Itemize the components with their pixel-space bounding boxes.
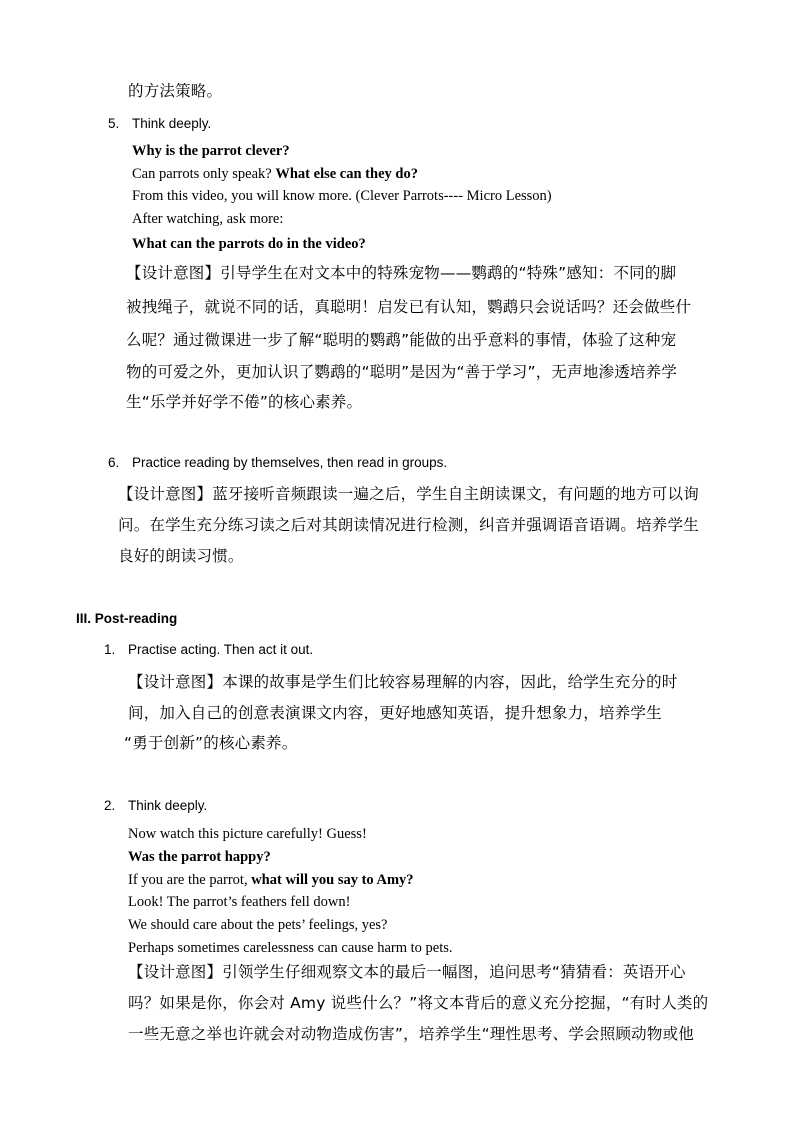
question-parrot-happy: Was the parrot happy?	[128, 849, 271, 865]
question-why-clever: Why is the parrot clever?	[132, 143, 290, 159]
continuation-text: 的方法策略。	[128, 82, 223, 100]
care-feelings-line: We should care about the pets’ feelings, yes?	[128, 917, 388, 933]
item-number-5: 5.	[108, 116, 120, 131]
watch-picture-line: Now watch this picture carefully! Guess!	[128, 826, 367, 842]
post-item-title-2: Think deeply.	[128, 798, 208, 813]
question-say-to-amy-part1: If you are the parrot,	[128, 872, 252, 888]
carelessness-line: Perhaps sometimes carelessness can cause harm to pets.	[128, 940, 453, 956]
design-intent-5-line4: 物的可爱之外，更加认识了鹦鹉的“聪明”是因为“善于学习”，无声地渗透培养学	[126, 363, 678, 381]
post-item-title-1: Practise acting. Then act it out.	[128, 642, 314, 657]
after-watching-line: After watching, ask more:	[132, 211, 284, 227]
post-design-intent-2-line3: 一些无意之举也许就会对动物造成伤害”，培养学生“理性思考、学会照顾动物或他	[128, 1025, 694, 1043]
question-say-to-amy-part2: what will you say to Amy?	[251, 872, 414, 888]
video-intro-line: From this video, you will know more. (Clever Parrots---- Micro Lesson)	[132, 188, 552, 204]
design-intent-6-line3: 良好的朗读习惯。	[118, 547, 244, 565]
post-design-intent-2-line2: 吗？如果是你，你会对 Amy 说些什么？”将文本背后的意义充分挖掘，“有时人类的	[128, 994, 709, 1012]
question-only-speak	[132, 167, 418, 182]
item-title-6: Practice reading by themselves, then read in groups.	[132, 455, 448, 470]
question-say-to-amy	[128, 873, 414, 888]
feathers-line: Look! The parrot’s feathers fell down!	[128, 894, 351, 910]
design-intent-5-line2: 被拽绳子，就说不同的话，真聪明！启发已有认知，鹦鹉只会说话吗？还会做些什	[126, 298, 692, 316]
design-intent-5-line5: 生“乐学并好学不倦”的核心素养。	[126, 393, 363, 411]
design-intent-5-line1: 【设计意图】引导学生在对文本中的特殊宠物——鹦鹉的“特殊”感知：不同的脚	[126, 264, 677, 282]
post-item-number-1: 1.	[104, 642, 116, 657]
post-design-intent-2-line1: 【设计意图】引领学生仔细观察文本的最后一幅图，追问思考“猜猜看：英语开心	[128, 963, 686, 981]
question-parrots-video: What can the parrots do in the video?	[132, 236, 366, 252]
section-heading-post-reading: III. Post-reading	[76, 611, 178, 626]
question-what-else: What else can they do?	[275, 166, 418, 182]
design-intent-5-line3: 么呢？通过微课进一步了解“聪明的鹦鹉”能做的出乎意料的事情，体验了这种宠	[126, 331, 677, 349]
post-design-intent-1-line3: “勇于创新”的核心素养。	[124, 734, 298, 752]
design-intent-6-line1: 【设计意图】蓝牙接听音频跟读一遍之后，学生自主朗读课文，有问题的地方可以询	[118, 485, 699, 503]
post-design-intent-1-line2: 间，加入自己的创意表演课文内容，更好地感知英语，提升想象力，培养学生	[128, 704, 662, 722]
question-only-speak-part1: Can parrots only speak?	[132, 166, 276, 182]
post-item-number-2: 2.	[104, 798, 116, 813]
design-intent-6-line2: 问。在学生充分练习读之后对其朗读情况进行检测，纠音并强调语音语调。培养学生	[118, 516, 699, 534]
item-number-6: 6.	[108, 455, 120, 470]
item-title-5: Think deeply.	[132, 116, 212, 131]
post-design-intent-1-line1: 【设计意图】本课的故事是学生们比较容易理解的内容，因此，给学生充分的时	[128, 673, 678, 691]
